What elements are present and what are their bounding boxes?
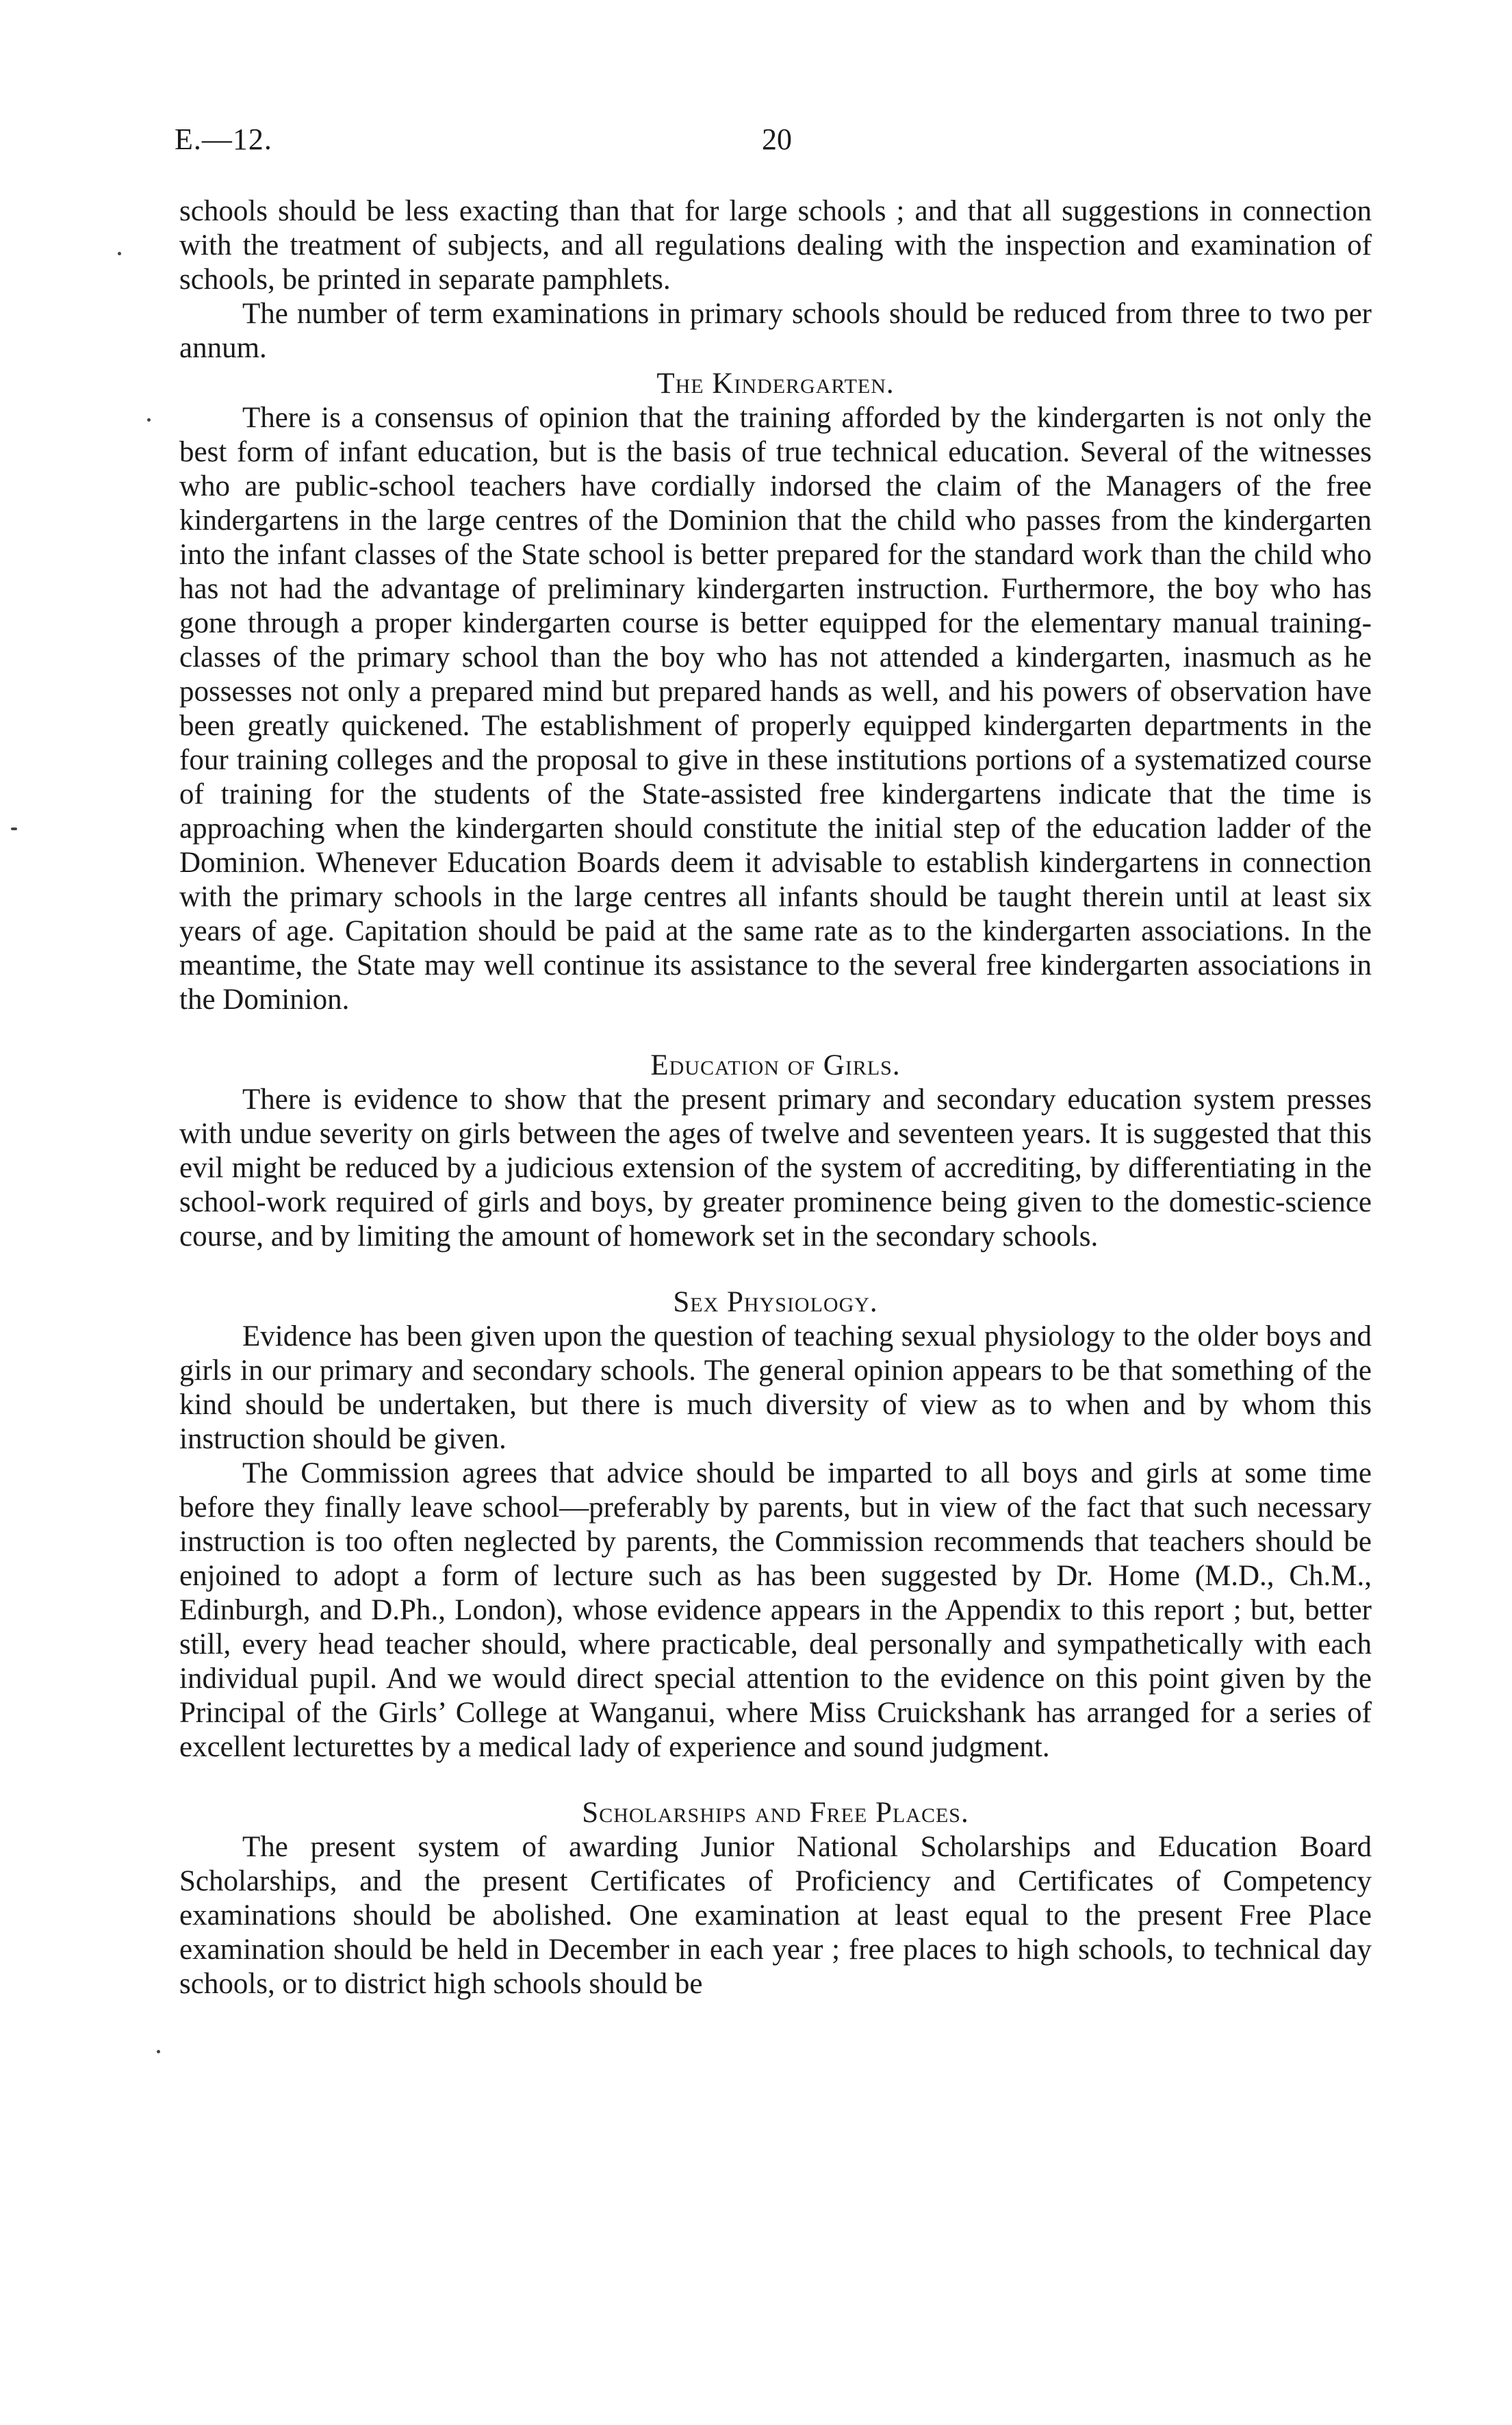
page-number: 20: [762, 123, 792, 156]
margin-speck: [11, 827, 17, 830]
document-reference: E.—12.: [175, 123, 272, 156]
page-body: [179, 194, 1372, 2001]
intro-paragraph: schools should be less exacting than that for large schools ; and that all suggestions in connection with the treatment of subjects, and all regulations dealing with the inspection and examination of schools, be printed in separate pamphlets.: [179, 195, 1372, 296]
page-header: [175, 122, 1379, 170]
section-heading-scholarships: Scholarships and Free Places.: [582, 1797, 969, 1829]
section-paragraph: The present system of awarding Junior National Scholarships and Education Board Scholarships, and the present Certificates of Proficiency and Certificates of Competency examinations should be abolished. One examination at least equal to the present Free Place examination should be held in December in each year ; free places to high schools, to technical day schools, or to district high schools should be: [179, 1831, 1372, 2000]
section-heading-sex-physiology: Sex Physiology.: [673, 1286, 878, 1318]
margin-speck: [157, 2050, 160, 2053]
section-paragraph: There is evidence to show that the present primary and secondary education system presses with undue severity on girls between the ages of twelve and seventeen years. It is suggested that this evil might be reduced by a judicious extension of the system of accrediting, by differentiating in the school-work required of girls and boys, by greater prominence being given to the domestic-science course, and by limiting the amount of homework set in the secondary schools.: [179, 1083, 1372, 1253]
margin-speck: [147, 418, 151, 422]
section-paragraph: There is a consensus of opinion that the training afforded by the kindergarten is not only the best form of infant education, but is the basis of true technical education. Several of the witnesses who are public-school teachers have cordially indorsed the claim of the Managers of the free kindergartens in the large centres of the Dominion that the child who passes from the kindergarten into the infant classes of the State school is better prepared for the standard work than the child who has not had the advantage of preliminary kindergarten instruction. Furthermore, the boy who has gone through a proper kindergarten course is better equipped for the elementary manual training-classes of the primary school than the boy who has not attended a kindergarten, inasmuch as he possesses not only a prepared mind but prepared hands as well, and his powers of observation have been greatly quickened. The establishment of properly equipped kindergarten departments in the four training colleges and the proposal to give in these institutions portions of a systematized course of training for the students of the State-assisted free kindergartens indicate that the time is approaching when the kindergarten should constitute the initial step of the education ladder of the Dominion. Whenever Education Boards deem it advisable to establish kindergartens in connection with the primary schools in the large centres all infants should be taught therein until at least six years of age. Capitation should be paid at the same rate as to the kindergarten associations. In the meantime, the State may well continue its assistance to the several free kindergarten associations in the Dominion.: [179, 402, 1372, 1016]
section-paragraph: The Commission agrees that advice should be imparted to all boys and girls at some time before they finally leave school—preferably by parents, but in view of the fact that such necessary instruction is too often neglected by parents, the Commission recommends that teachers should be enjoined to adopt a form of lecture such as has been suggested by Dr. Home (M.D., Ch.M., Edinburgh, and D.Ph., London), whose evidence appears in the Appendix to this report ; but, better still, every head teacher should, where practicable, deal personally and sympathetically with each individual pupil. And we would direct special attention to the evidence on this point given by the Principal of the Girls’ College at Wanganui, where Miss Cruickshank has arranged for a series of excellent lecturettes by a medical lady of experience and sound judgment.: [179, 1457, 1372, 1763]
intro-paragraph: The number of term examinations in primary schools should be reduced from three to two per annum.: [179, 298, 1372, 364]
section-heading-kindergarten: The Kindergarten.: [656, 368, 895, 400]
section-heading-education-of-girls: Education of Girls.: [650, 1049, 901, 1081]
section-paragraph: Evidence has been given upon the question of teaching sexual physiology to the older boys and girls in our primary and secondary schools. The general opinion appears to be that something of the kind should be undertaken, but there is much diversity of view as to when and by whom this instruction should be given.: [179, 1320, 1372, 1455]
margin-speck: [118, 252, 121, 255]
